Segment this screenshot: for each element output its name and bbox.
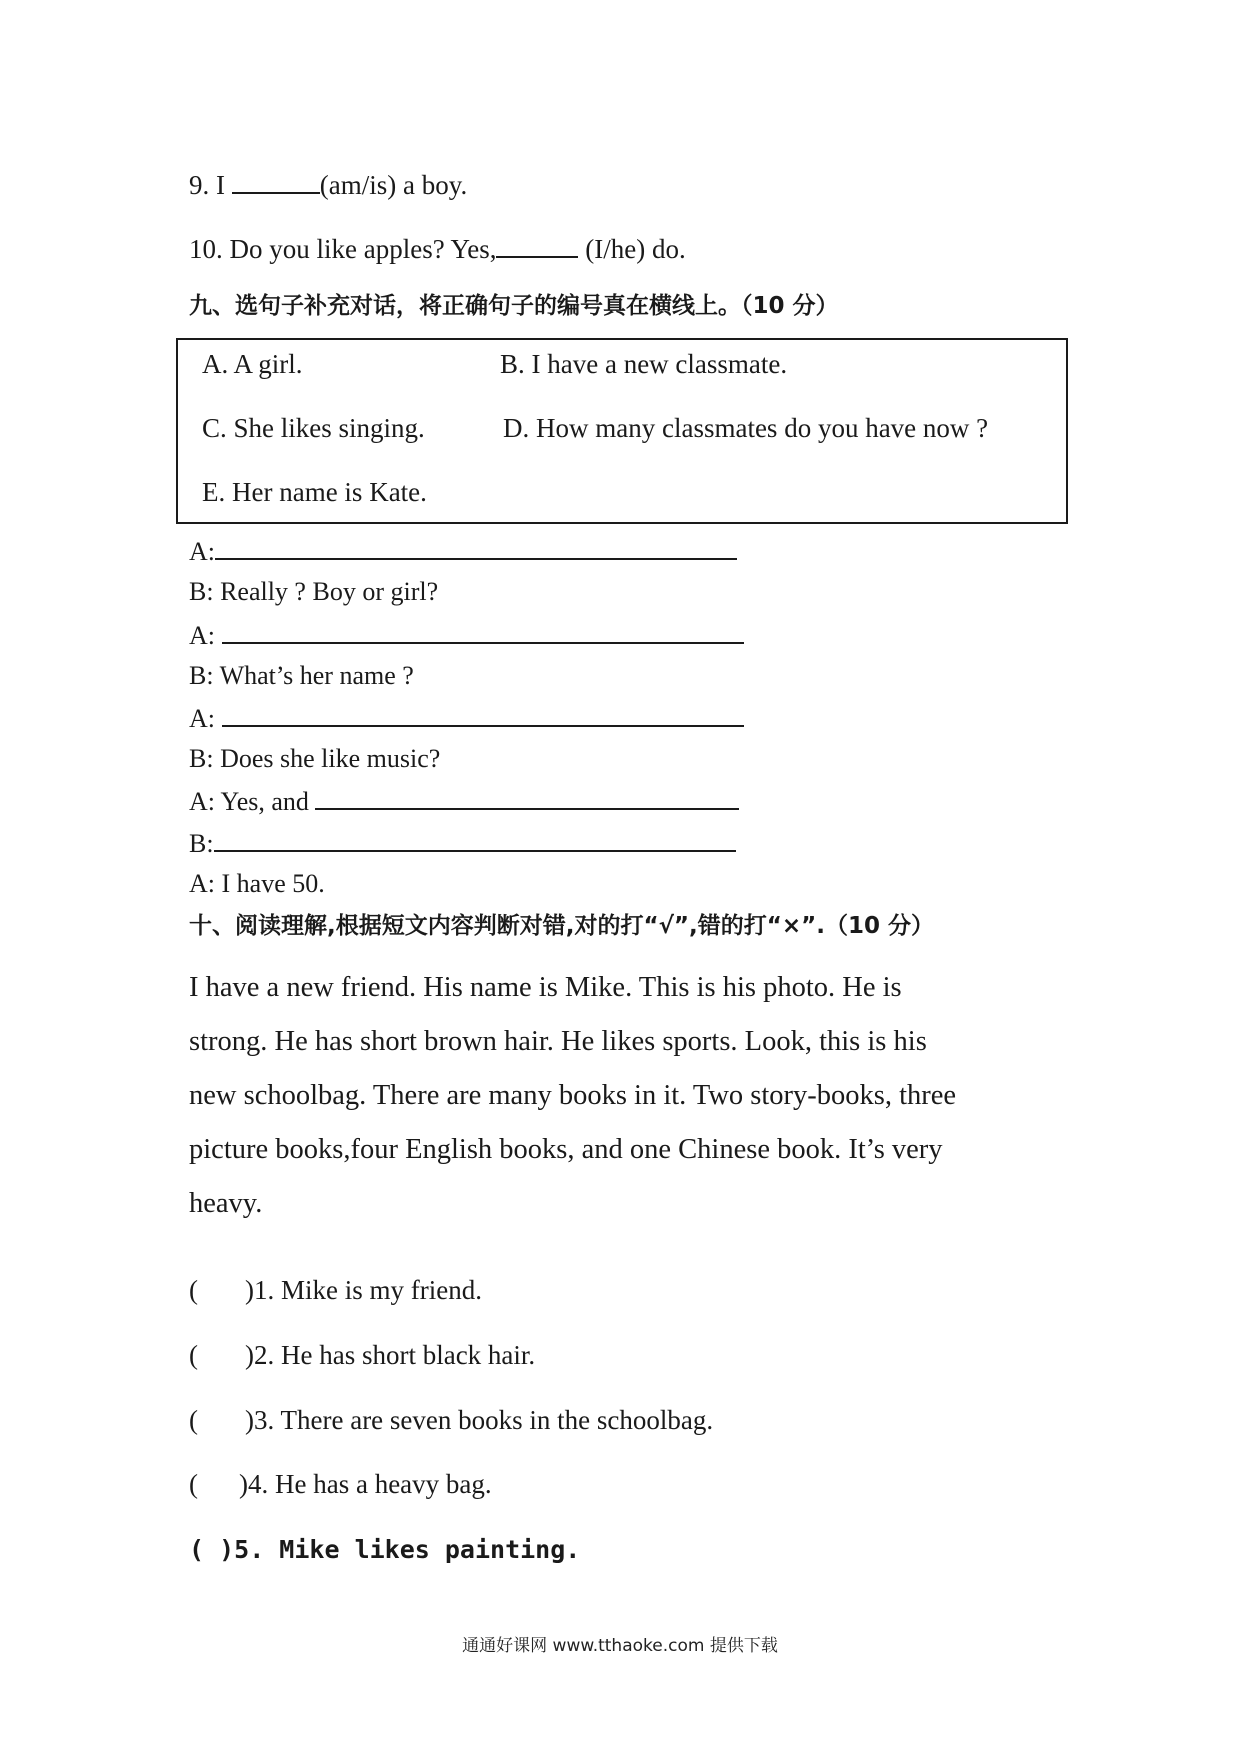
question-9-text: (am/is) a boy. bbox=[319, 170, 468, 200]
options-box bbox=[176, 338, 1068, 524]
tf-question-text: )3. There are seven books in the schoolbag. bbox=[245, 1405, 714, 1435]
passage-line-1: I have a new friend. His name is Mike. This is his photo. He is bbox=[189, 972, 902, 1003]
tf-question-4 bbox=[189, 1467, 492, 1501]
tf-question-3 bbox=[189, 1403, 713, 1437]
passage-line-2: strong. He has short brown hair. He likes sports. Look, this is his bbox=[189, 1026, 927, 1057]
answer-blank[interactable] bbox=[222, 701, 744, 727]
speaker-label: A: Yes, and bbox=[189, 787, 316, 816]
question-9 bbox=[189, 166, 467, 202]
dialogue-line-8 bbox=[189, 826, 736, 860]
speaker-label: A: bbox=[189, 621, 222, 650]
answer-blank[interactable] bbox=[215, 534, 737, 560]
dialogue-line-3 bbox=[189, 618, 744, 652]
tf-question-text: )1. Mike is my friend. bbox=[245, 1275, 482, 1305]
answer-blank[interactable] bbox=[214, 826, 736, 852]
option-b: B. I have a new classmate. bbox=[500, 349, 788, 379]
answer-paren[interactable]: ( bbox=[189, 1275, 198, 1305]
dialogue-line-7 bbox=[189, 784, 739, 818]
speaker-label: B: bbox=[189, 829, 214, 858]
tf-question-text: )2. He has short black hair. bbox=[245, 1340, 536, 1370]
tf-question-2 bbox=[189, 1338, 535, 1372]
answer-blank[interactable] bbox=[232, 166, 320, 194]
speaker-label: A: bbox=[189, 537, 215, 566]
question-10 bbox=[189, 230, 686, 266]
dialogue-line-6: B: Does she like music? bbox=[189, 744, 441, 773]
option-c: C. She likes singing. bbox=[202, 413, 425, 443]
passage-line-5: heavy. bbox=[189, 1188, 263, 1219]
answer-blank[interactable] bbox=[222, 618, 744, 644]
footer-credit: 通通好课网 www.tthaoke.com 提供下载 bbox=[462, 1636, 778, 1656]
option-a: A. A girl. bbox=[202, 349, 303, 379]
answer-blank[interactable] bbox=[496, 230, 578, 258]
passage-line-4: picture books,four English books, and one Chinese book. It’s very bbox=[189, 1134, 943, 1165]
section-9-heading: 九、选句子补充对话，将正确句子的编号真在横线上。（10 分） bbox=[189, 293, 839, 319]
speaker-label: A: bbox=[189, 704, 222, 733]
answer-blank[interactable] bbox=[315, 784, 739, 810]
dialogue-line-4: B: What’s her name ? bbox=[189, 661, 414, 690]
answer-paren[interactable]: ( bbox=[189, 1405, 198, 1435]
passage-line-3: new schoolbag. There are many books in it. Two story-books, three bbox=[189, 1080, 957, 1111]
question-9-prefix: 9. I bbox=[189, 170, 232, 200]
tf-question-1 bbox=[189, 1273, 482, 1307]
question-10-prefix: 10. Do you like apples? Yes, bbox=[189, 234, 497, 264]
dialogue-line-9: A: I have 50. bbox=[189, 869, 325, 898]
answer-paren[interactable]: ( bbox=[189, 1340, 198, 1370]
answer-paren[interactable]: ( bbox=[189, 1469, 198, 1499]
option-e: E. Her name is Kate. bbox=[202, 477, 427, 507]
dialogue-line-2: B: Really ? Boy or girl? bbox=[189, 577, 439, 606]
section-10-heading: 十、阅读理解,根据短文内容判断对错,对的打“√”,错的打“×”.（10 分） bbox=[189, 913, 935, 939]
dialogue-line-5 bbox=[189, 701, 744, 735]
option-d: D. How many classmates do you have now ? bbox=[503, 413, 989, 443]
tf-question-5: ( )5. Mike likes painting. bbox=[189, 1535, 581, 1564]
dialogue-line-1 bbox=[189, 534, 737, 568]
tf-question-text: )4. He has a heavy bag. bbox=[239, 1469, 492, 1499]
question-10-text: (I/he) do. bbox=[578, 234, 686, 264]
